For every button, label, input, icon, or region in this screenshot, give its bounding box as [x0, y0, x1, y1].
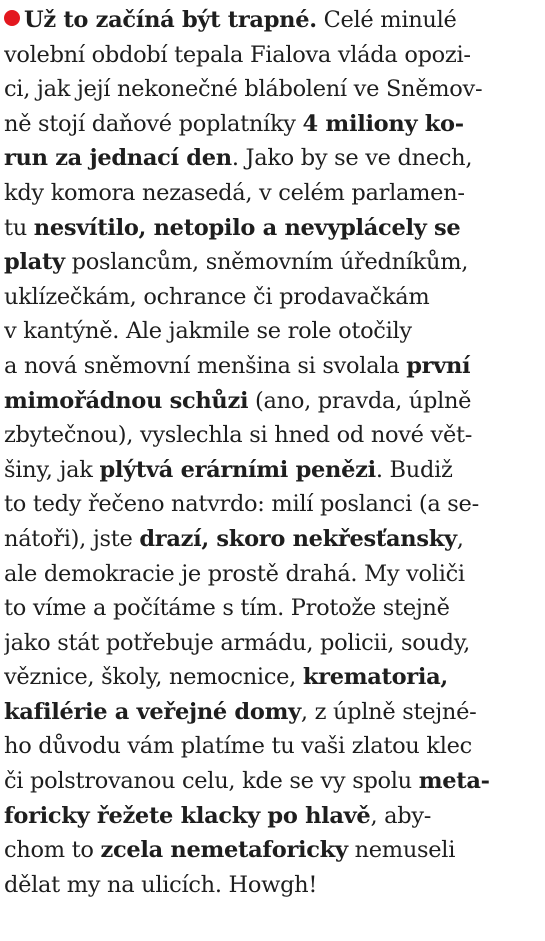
text-segment: nemuseli — [347, 837, 456, 864]
text-line — [4, 833, 543, 868]
text-line — [4, 729, 543, 764]
text-segment: . Jako by se ve dnech, — [231, 145, 473, 172]
text-segment: tu — [4, 214, 34, 241]
bold-text-segment: platy — [4, 249, 65, 276]
text-segment: ně stojí daňové poplatníky — [4, 110, 303, 137]
bold-text-segment: kafilérie a veřejné domy — [4, 698, 301, 725]
text-line — [4, 245, 543, 280]
text-line — [4, 799, 543, 834]
text-line — [4, 626, 543, 661]
text-line — [4, 764, 543, 799]
text-segment: , z úplně stejné- — [300, 698, 477, 725]
text-segment: uklízečkám, ochrance či prodavačkám — [4, 283, 430, 310]
text-line — [4, 487, 543, 522]
bold-text-segment: plýtvá erárními penězi — [99, 456, 376, 483]
text-line — [4, 38, 543, 73]
text-segment: ci, jak její nekonečné blábolení ve Sněmov- — [4, 76, 483, 103]
bold-text-segment: zcela nemetaforicky — [100, 837, 348, 864]
bold-text-segment: run za jednací den — [4, 145, 232, 172]
text-line — [4, 349, 543, 384]
text-line — [4, 211, 543, 246]
text-line — [4, 107, 543, 142]
text-line — [4, 176, 543, 211]
text-segment: v kantýně. Ale jakmile se role otočily — [4, 318, 412, 345]
text-segment: , — [456, 525, 464, 552]
text-line — [4, 314, 543, 349]
text-line — [4, 868, 543, 903]
text-segment: a nová sněmovní menšina si svolala — [4, 352, 407, 379]
text-line — [4, 280, 543, 315]
text-segment: poslancům, sněmovním úředníkům, — [64, 249, 469, 276]
text-line — [4, 141, 543, 176]
text-segment: Celé minulé — [316, 7, 457, 33]
text-segment: . Budiž — [375, 456, 453, 483]
bold-text-segment: nesvítilo, netopilo a nevyplácely se — [33, 214, 461, 241]
bold-text-segment: drazí, skoro nekřesťansky — [139, 525, 457, 552]
text-segment: chom to — [4, 837, 101, 864]
text-line — [4, 453, 543, 488]
bold-text-segment: foricky řežete klacky po hlavě — [4, 802, 371, 829]
text-segment: zbytečnou), vyslechla si hned od nové vět- — [4, 422, 473, 449]
bold-text-segment: krematoria, — [302, 664, 448, 691]
text-line — [4, 557, 543, 592]
bold-text-segment: Už to začíná být trapné. — [24, 7, 317, 33]
text-segment: nátoři), jste — [4, 525, 140, 552]
text-line — [4, 695, 543, 730]
text-segment: či polstrovanou celu, kde se vy spolu — [4, 768, 419, 795]
text-segment: kdy komora nezasedá, v celém parlamen- — [4, 179, 465, 206]
text-segment: , aby- — [370, 802, 432, 829]
red-bullet-icon — [4, 10, 20, 26]
bold-text-segment: 4 miliony ko- — [302, 110, 464, 137]
text-segment: jako stát potřebuje armádu, policii, soudy, — [4, 629, 471, 656]
text-segment: (ano, pravda, úplně — [248, 387, 472, 414]
bold-text-segment: meta- — [418, 768, 490, 795]
text-segment: šiny, jak — [4, 456, 100, 483]
text-line — [4, 3, 543, 38]
text-line — [4, 522, 543, 557]
text-segment: volební období tepala Fialova vláda opozi- — [4, 41, 471, 68]
text-line — [4, 418, 543, 453]
bold-text-segment: první — [406, 352, 471, 379]
text-line — [4, 591, 543, 626]
text-segment: ho důvodu vám platíme tu vaši zlatou klec — [4, 733, 472, 760]
text-segment: to víme a počítáme s tím. Protože stejně — [4, 595, 450, 622]
text-line — [4, 72, 543, 107]
bold-text-segment: mimořádnou schůzi — [4, 387, 249, 414]
text-line — [4, 384, 543, 419]
text-segment: dělat my na ulicích. Howgh! — [4, 871, 318, 898]
text-segment: ale demokracie je prostě drahá. My voliči — [4, 560, 465, 587]
text-line — [4, 660, 543, 695]
article-paragraph — [4, 3, 543, 902]
text-segment: věznice, školy, nemocnice, — [4, 664, 303, 691]
text-segment: to tedy řečeno natvrdo: milí poslanci (a se- — [4, 491, 479, 518]
